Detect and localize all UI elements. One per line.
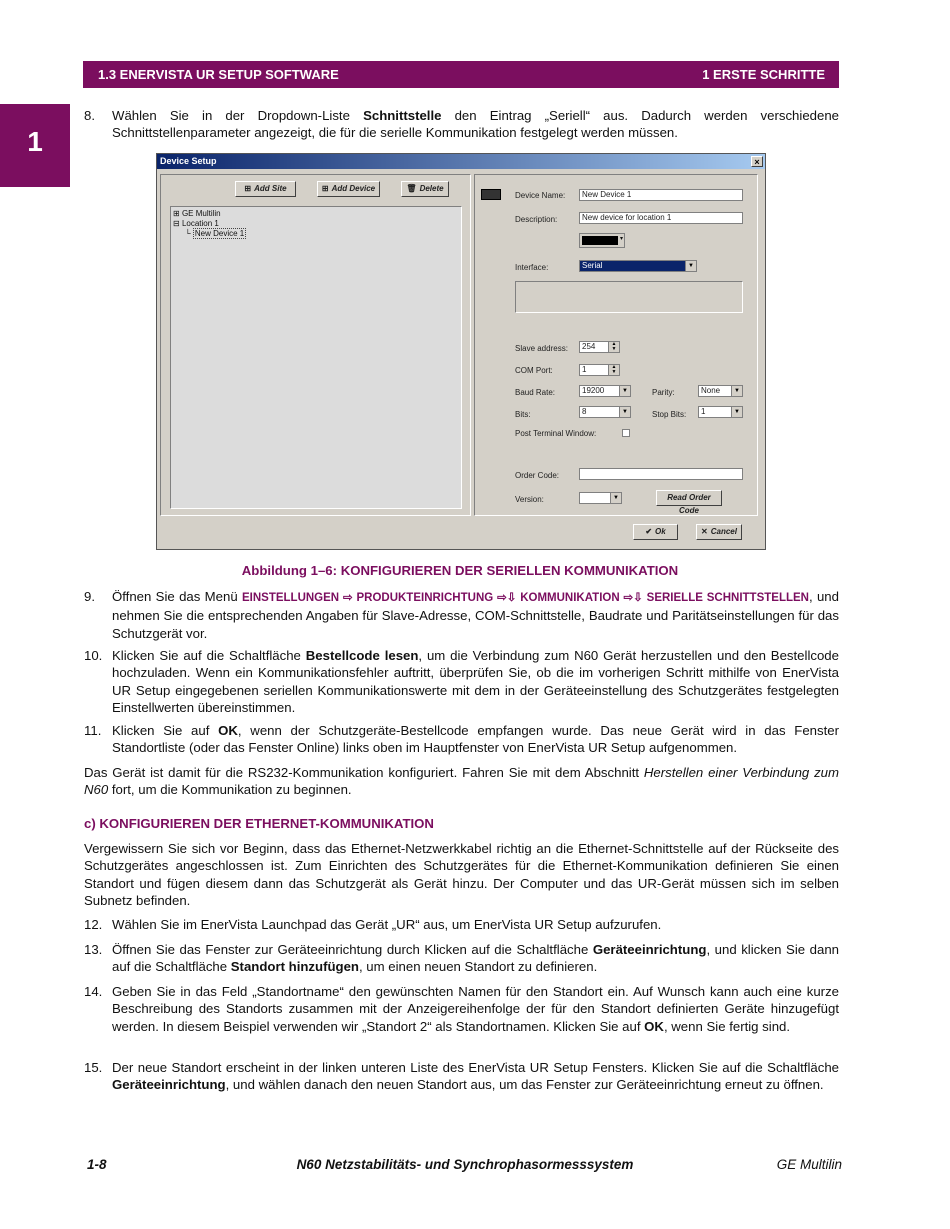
step-15 — [84, 1059, 839, 1094]
add-device-label: Add Device — [331, 184, 376, 193]
step-11 — [84, 722, 839, 757]
add-site-label: Add Site — [254, 184, 287, 193]
step-text: Wählen Sie in der Dropdown-Liste — [112, 108, 364, 123]
ok-button[interactable] — [633, 524, 678, 540]
footer-page-number: 1-8 — [87, 1157, 107, 1172]
step-number: 15. — [84, 1060, 103, 1075]
step-number: 14. — [84, 984, 103, 999]
footer-title: N60 Netzstabilitäts- und Synchrophasormesssystem — [296, 1157, 634, 1172]
tree-item-location[interactable]: ⊟ Location 1 — [173, 219, 219, 228]
step-text: , um die Verbindung zum N60 Gerät herzustellen und den Bestellcode hochzuladen. Wenn ein Kommunikationsfehler auftritt, überprüfen Sie, ob die im vorherigen Schritt mithilfe von EnerVista UR Setup eingegebenen seriellen Kommunikationswerte mit dem in der Geräteeinstellung des Schutzgerätes festgelegten Einstellwerten übereinstimmen. — [112, 648, 839, 715]
spinner-icon[interactable]: ▲ ▼ — [608, 342, 619, 352]
parity-value: None — [701, 386, 721, 395]
header-chapter-title: 1 ERSTE SCHRITTE — [702, 67, 825, 82]
delete-button[interactable] — [401, 181, 449, 197]
device-properties-panel — [474, 174, 758, 516]
step-13 — [84, 941, 839, 976]
read-order-code-button[interactable]: Read Order Code — [656, 490, 722, 506]
step-bold: OK — [218, 723, 238, 738]
add-device-button[interactable] — [317, 181, 380, 197]
step-text: , um einen neuen Standort zu definieren. — [358, 959, 598, 975]
step-14 — [84, 983, 839, 1035]
parity-label: Parity: — [652, 388, 675, 397]
cancel-x-icon: ✕ — [701, 527, 708, 536]
step-9 — [84, 588, 839, 642]
version-label: Version: — [515, 495, 544, 504]
device-icon — [481, 189, 501, 200]
step-text: Klicken Sie auf die Schaltfläche — [112, 648, 306, 663]
menu-path-item: EINSTELLUNGEN — [241, 592, 340, 604]
chapter-tab: 1 — [0, 104, 70, 187]
description-label: Description: — [515, 215, 558, 224]
section-heading: c) KONFIGURIEREN DER ETHERNET-KOMMUNIKATION — [84, 816, 434, 831]
step-text: , und wählen danach den neuen Standort aus, um das Fenster zur Geräteeinrichtung erneut zu öffnen. — [225, 1077, 824, 1093]
footer-company: GE Multilin — [776, 1157, 842, 1172]
menu-path-item: KOMMUNIKATION — [520, 592, 620, 604]
order-code-input[interactable] — [579, 468, 743, 480]
site-tree[interactable] — [170, 206, 462, 509]
step-bold: Schnittstelle — [363, 108, 442, 123]
interface-value: Serial — [582, 261, 603, 270]
chevron-down-icon: ▼ — [731, 407, 742, 417]
step-bold: Bestellcode lesen — [305, 648, 419, 663]
step-text: Der neue Standort erscheint in der linken unteren Liste des EnerVista UR Setup Fensters. Klicken Sie auf die Schaltfläche — [112, 1060, 839, 1075]
tree-root-label: GE Multilin — [181, 209, 221, 218]
dialog-titlebar[interactable] — [157, 154, 765, 169]
chevron-down-icon: ▼ — [731, 386, 742, 396]
com-port-label: COM Port: — [515, 366, 553, 375]
ok-check-icon: ✔ — [645, 527, 653, 536]
step-number: 9. — [84, 589, 95, 604]
ethernet-intro-paragraph: Vergewissern Sie sich vor Beginn, dass das Ethernet-Netzwerkkabel richtig an die Ethernet-Schnittstelle auf der Rückseite des Schutzgerätes angeschlossen ist. Zum Einrichten des Schutzgerätes für die Ethernet-Kommunikation definieren Sie einen Standort und fügen diesem dann das Schutzgerät als Gerät hinzu. Der Computer und das UR-Gerät müssen sich im selben Subnetz befinden. — [84, 841, 839, 908]
menu-arrow: ⇨ — [339, 592, 357, 604]
chevron-down-icon: ▼ — [619, 386, 630, 396]
description-input[interactable]: New device for location 1 — [579, 212, 743, 224]
tree-item-device[interactable]: └ New Device 1 — [185, 229, 245, 238]
summary-paragraph — [84, 764, 839, 799]
menu-path-item: SERIELLE SCHNITTSTELLEN — [646, 592, 809, 604]
cancel-label: Cancel — [710, 527, 737, 536]
step-bold: Geräteeinrichtung — [592, 942, 707, 957]
order-code-label: Order Code: — [515, 471, 560, 480]
page-header-bar — [83, 61, 839, 88]
step-text: , und nehmen Sie die entsprechenden Angaben für Slave-Adresse, COM-Schnittstelle, Baudrate und Paritätseinstellungen für das Schutzgerät vor. — [112, 589, 839, 641]
ok-label: Ok — [655, 527, 666, 536]
post-terminal-checkbox[interactable] — [622, 429, 630, 437]
com-port-stepper[interactable] — [579, 364, 620, 376]
header-section-title: 1.3 ENERVISTA UR SETUP SOFTWARE — [98, 67, 339, 82]
baud-rate-select[interactable] — [579, 385, 631, 397]
step-bold: Standort hinzufügen — [230, 959, 359, 975]
step-10 — [84, 647, 839, 716]
step-text: , wenn Sie fertig sind. — [663, 1018, 791, 1034]
add-device-icon: ⊞ — [321, 184, 329, 193]
interface-details-box — [515, 281, 743, 313]
chevron-down-icon: ▼ — [685, 261, 696, 271]
paragraph-text: fort, um die Kommunikation zu beginnen. — [108, 782, 352, 798]
interface-select[interactable] — [579, 260, 697, 272]
color-swatch — [582, 236, 618, 245]
tree-location-label: Location 1 — [181, 219, 219, 228]
step-bold: Geräteeinrichtung — [112, 1077, 226, 1093]
slave-address-label: Slave address: — [515, 344, 568, 353]
site-tree-panel — [160, 174, 471, 516]
step-text: Geben Sie in das Feld „Standortname“ den gewünschten Namen für den Standort ein. Auf Wunsch kann auch eine kurze Beschreibung des Standorts zusammen mit der Anzeigereihenfolge der für den Standort definierten Geräte hinzugefügt werden. In diesem Beispiel verwenden wir „Standort 2“ als Standortnamen. Klicken Sie auf — [112, 984, 839, 1034]
menu-arrow: ⇨⇩ — [493, 592, 521, 604]
step-text: Klicken Sie auf — [112, 723, 219, 738]
paragraph-text: Das Gerät ist damit für die RS232-Kommunikation konfiguriert. Fahren Sie mit dem Abschnitt — [84, 765, 644, 780]
color-picker[interactable] — [579, 233, 625, 248]
step-number: 12. — [84, 917, 103, 932]
figure-caption: Abbildung 1–6: KONFIGURIEREN DER SERIELLEN KOMMUNIKATION — [241, 563, 679, 578]
delete-icon: 🗑 — [406, 184, 417, 193]
dialog-title: Device Setup — [160, 156, 217, 166]
parity-select[interactable] — [698, 385, 743, 397]
paragraph-italic: Herstellen einer Verbindung zum N60 — [84, 765, 839, 798]
device-setup-dialog — [156, 153, 766, 550]
step-number: 8. — [84, 108, 95, 123]
bits-label: Bits: — [515, 410, 531, 419]
step-text: , wenn der Schutzgeräte-Bestellcode empfangen wurde. Das neue Gerät wird in das Fenster Standortliste (oder das Fenster Online) links oben im Hauptfenster von EnerVista UR Setup aufgenommen. — [112, 723, 839, 756]
menu-path-item: PRODUKTEINRICHTUNG — [356, 592, 494, 604]
add-site-icon: ⊞ — [244, 184, 252, 193]
step-text: Wählen Sie im EnerVista Launchpad das Gerät „UR“ aus, um EnerVista UR Setup aufzurufen. — [112, 917, 662, 932]
bits-select[interactable] — [579, 406, 631, 418]
step-bold: OK — [644, 1018, 664, 1034]
step-text: den Eintrag „Seriell“ aus. Dadurch werden verschiedene Schnittstellenparameter angezeigt, die für die serielle Kommunikation festgelegt werden müssen. — [112, 108, 839, 141]
slave-address-stepper[interactable] — [579, 341, 620, 353]
step-12 — [84, 916, 839, 933]
chevron-down-icon: ▼ — [610, 493, 621, 503]
step-number: 11. — [84, 723, 102, 738]
interface-label: Interface: — [515, 263, 549, 272]
version-select[interactable] — [579, 492, 622, 504]
step-number: 10. — [84, 648, 103, 663]
menu-arrow: ⇨⇩ — [619, 592, 647, 604]
cancel-button[interactable] — [696, 524, 742, 540]
stop-bits-label: Stop Bits: — [652, 410, 687, 419]
add-site-button[interactable] — [235, 181, 296, 197]
step-text: , und klicken Sie dann auf die Schaltfläche — [112, 942, 840, 975]
com-port-value: 1 — [582, 365, 587, 374]
step-number: 13. — [84, 942, 103, 957]
baud-rate-label: Baud Rate: — [515, 388, 556, 397]
device-name-label: Device Name: — [515, 191, 566, 200]
delete-label: Delete — [419, 184, 444, 193]
baud-rate-value: 19200 — [582, 386, 605, 395]
slave-address-value: 254 — [582, 342, 596, 351]
tree-item-root[interactable]: ⊞ GE Multilin — [173, 209, 221, 218]
close-icon[interactable]: × — [751, 156, 763, 167]
spinner-icon[interactable]: ▲ ▼ — [608, 365, 619, 375]
step-8 — [84, 107, 839, 142]
post-terminal-label: Post Terminal Window: — [515, 429, 597, 438]
bits-value: 8 — [582, 407, 587, 416]
step-text: Öffnen Sie das Fenster zur Geräteeinrichtung durch Klicken auf die Schaltfläche — [112, 942, 593, 957]
chevron-down-icon: ▾ — [619, 236, 623, 242]
stop-bits-value: 1 — [701, 407, 706, 416]
chevron-down-icon: ▼ — [619, 407, 630, 417]
step-text: Öffnen Sie das Menü — [112, 589, 242, 604]
stop-bits-select[interactable] — [698, 406, 743, 418]
tree-device-label: New Device 1 — [194, 229, 245, 238]
device-name-input[interactable]: New Device 1 — [579, 189, 743, 201]
